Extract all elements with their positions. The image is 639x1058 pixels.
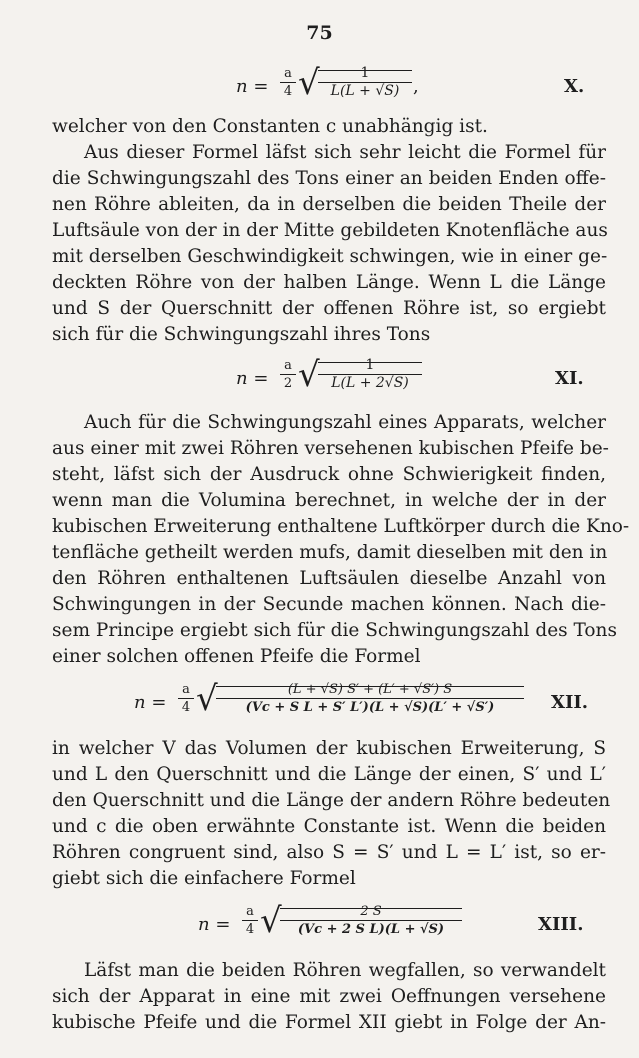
text-line: wenn man die Volumina berechnet, in welche der in der — [52, 490, 606, 511]
formula-xiii — [0, 900, 639, 950]
text-line: deckten Röhre von der halben Länge. Wenn L die Länge — [52, 272, 606, 293]
formula-lhs: n = — [134, 692, 167, 713]
text-line: und c die oben erwähnte Constante ist. Wenn die beiden — [52, 816, 606, 837]
text-line: Schwingungen in der Secunde machen können. Nach die- — [52, 594, 606, 615]
text-line: nen Röhre ableiten, da in derselben die beiden Theile der — [52, 194, 606, 215]
equation-label: XIII. — [538, 914, 584, 935]
text-line: Läfst man die beiden Röhren wegfallen, so verwandelt — [84, 960, 606, 981]
coefficient: a 4 — [280, 66, 296, 99]
equation-label: XI. — [555, 368, 584, 389]
text-line: und S der Querschnitt der offenen Röhre ist, so ergiebt — [52, 298, 606, 319]
fraction: 1 L(L + √S) — [318, 66, 412, 99]
text-line: giebt sich die einfachere Formel — [52, 868, 356, 889]
formula-lhs: n = — [236, 368, 269, 389]
text-line: Auch für die Schwingungszahl eines Apparats, welcher — [84, 412, 606, 433]
text-line: kubische Pfeife und die Formel XII giebt in Folge der An- — [52, 1012, 606, 1033]
formula-xi — [0, 354, 639, 404]
equation-label: X. — [564, 76, 585, 97]
text-line: Aus dieser Formel läfst sich sehr leicht die Formel für — [84, 142, 606, 163]
text-line: kubischen Erweiterung enthaltene Luftkörper durch die Kno- — [52, 516, 630, 537]
text-line: sich der Apparat in eine mit zwei Oeffnungen versehene — [52, 986, 606, 1007]
formula-lhs: n = — [198, 914, 231, 935]
coefficient: a 4 — [178, 682, 194, 715]
fraction: 2 S (Vc + 2 S L)(L + √S) — [280, 904, 462, 937]
text-line: welcher von den Constanten c unabhängig ist. — [52, 116, 488, 137]
coefficient: a 4 — [242, 904, 258, 937]
radical-sign: √ — [260, 901, 282, 941]
coefficient: a 2 — [280, 358, 296, 391]
text-line: die Schwingungszahl des Tons einer an beiden Enden offe- — [52, 168, 606, 189]
text-line: steht, läfst sich der Ausdruck ohne Schwierigkeit finden, — [52, 464, 606, 485]
text-line: den Röhren enthaltenen Luftsäulen dieselbe Anzahl von — [52, 568, 606, 589]
equation-label: XII. — [551, 692, 589, 713]
text-line: aus einer mit zwei Röhren versehenen kubischen Pfeife be- — [52, 438, 609, 459]
text-line: mit derselben Geschwindigkeit schwingen, wie in einer ge- — [52, 246, 608, 267]
formula-x: n = a 4 √ 1 L(L + √S) , X. — [236, 63, 585, 103]
text-line: in welcher V das Volumen der kubischen Erweiterung, S — [52, 738, 606, 759]
fraction: (L + √S) S′ + (L′ + √S′) S (Vc + S L + S′ L′)(L + √S)(L′ + √S′) — [216, 682, 524, 715]
formula-lhs: n = — [236, 76, 269, 97]
text-line: Röhren congruent sind, also S = S′ und L = L′ ist, so er- — [52, 842, 606, 863]
text-line: und L den Querschnitt und die Länge der einen, S′ und L′ — [52, 764, 606, 785]
radical-sign: √ — [196, 679, 218, 719]
formula-xii — [0, 678, 639, 728]
radical-sign: √ — [298, 355, 320, 395]
text-line: tenfläche getheilt werden mufs, damit dieselben mit den in — [52, 542, 608, 563]
text-line: den Querschnitt und die Länge der andern Röhre bedeuten — [52, 790, 611, 811]
radical-sign: √ — [298, 63, 320, 103]
text-line: sich für die Schwingungszahl ihres Tons — [52, 324, 431, 345]
page-number: 75 — [306, 22, 333, 44]
fraction: 1 L(L + 2√S) — [318, 358, 422, 391]
text-line: Luftsäule von der in der Mitte gebildeten Knotenfläche aus — [52, 220, 608, 241]
text-line: einer solchen offenen Pfeife die Formel — [52, 646, 421, 667]
text-line: sem Principe ergiebt sich für die Schwingungszahl des Tons — [52, 620, 617, 641]
